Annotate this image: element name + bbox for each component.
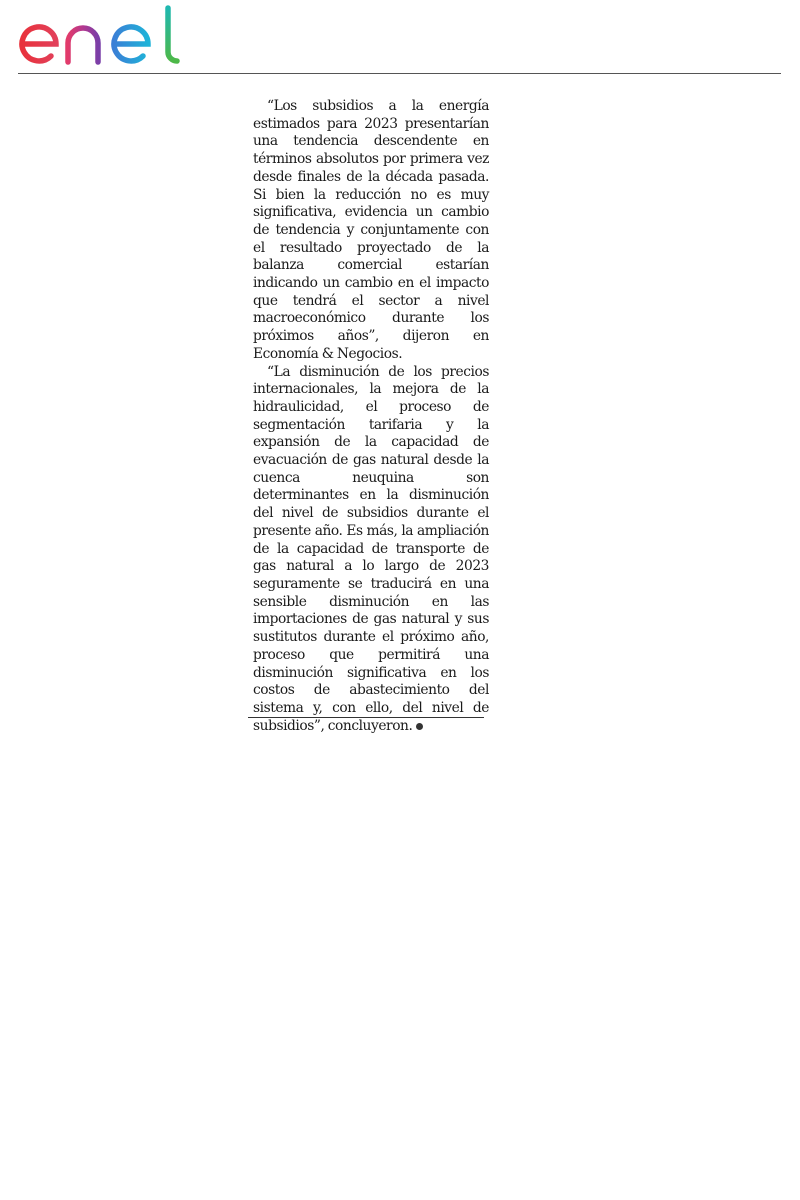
article-paragraph: “Los subsidios a la energía estimados para 2023 presentarían una tendencia descendente en términos absolutos por primera vez desde finales de la década pasada. Si bien la reducción no es muy significativa, evidencia un cambio de tendencia y conjuntamente con el resultado proyectado de la balanza comercial estarían indicando un cambio en el impacto que tendrá el sector a nivel macroeconómico durante los próximos años”, dijeron en Economía & Negocios. [253,98,489,362]
article-body [253,98,489,735]
end-of-article-bullet-icon [416,723,423,730]
article-paragraph-text: “La disminución de los precios internacionales, la mejora de la hidraulicidad, el proceso de segmentación tarifaria y la expansión de la capacidad de evacuación de gas natural desde la cuenca neuquina son determinantes en la disminución del nivel de subsidios durante el presente año. Es más, la ampliación de la capacidad de transporte de gas natural a lo largo de 2023 seguramente se traducirá en una sensible disminución en las importaciones de gas natural y sus sustitutos durante el próximo año, proceso que permitirá una disminución significativa en los costos de abastecimiento del sistema y, con ello, del nivel de subsidios”, concluyeron. [253,363,489,734]
enel-logo [18,4,180,68]
header-divider [18,73,781,74]
article-paragraph [253,364,489,736]
article-end-divider [248,717,484,718]
